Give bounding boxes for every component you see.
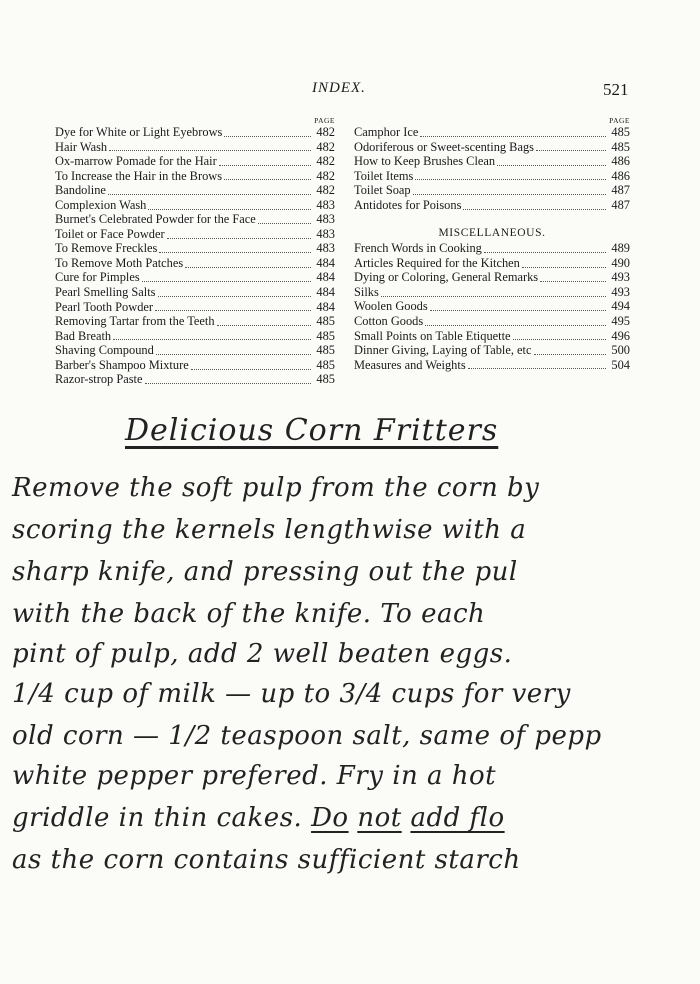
entry-label: Dinner Giving, Laying of Table, etc (354, 343, 532, 358)
entry-page: 487 (611, 183, 630, 198)
recipe-text-underlined: not (357, 803, 402, 833)
entry-page: 500 (611, 343, 630, 358)
dot-leader (468, 368, 606, 369)
dot-leader (420, 136, 606, 137)
entry-page: 496 (611, 328, 630, 343)
entry-page: 482 (316, 139, 335, 154)
dot-leader (167, 238, 311, 239)
index-entry (354, 329, 630, 344)
dot-leader (540, 281, 606, 282)
handwritten-recipe (0, 405, 700, 875)
entry-label: Toilet or Face Powder (55, 226, 165, 241)
dot-leader (224, 136, 311, 137)
recipe-line: 1/4 cup of milk — up to 3/4 cups for very (12, 679, 571, 709)
entry-label: Removing Tartar from the Teeth (55, 314, 215, 329)
dot-leader (430, 310, 606, 311)
index-entry (55, 212, 335, 227)
entry-label: Shaving Compound (55, 343, 154, 358)
index-entry (354, 183, 630, 198)
recipe-line: pint of pulp, add 2 well beaten eggs. (12, 639, 513, 669)
recipe-title: Delicious Corn Fritters (125, 413, 499, 448)
index-entry (354, 140, 630, 155)
dot-leader (415, 179, 606, 180)
index-entry (55, 329, 335, 344)
entry-page: 484 (316, 285, 335, 300)
entry-page: 482 (316, 168, 335, 183)
entry-page: 485 (611, 139, 630, 154)
entry-page: 483 (316, 226, 335, 241)
entry-label: Cure for Pimples (55, 270, 140, 285)
entry-label: Pearl Smelling Salts (55, 285, 156, 300)
index-entry (55, 285, 335, 300)
entry-label: To Remove Freckles (55, 241, 158, 256)
recipe-line: white pepper prefered. Fry in a hot (12, 761, 497, 791)
entry-label: Burnet's Celebrated Powder for the Face (55, 212, 256, 227)
entry-label: Antidotes for Poisons (354, 197, 462, 212)
index-entry (55, 140, 335, 155)
dot-leader (113, 339, 311, 340)
dot-leader (191, 369, 311, 370)
dot-leader (381, 296, 606, 297)
entry-label: Toilet Items (354, 168, 414, 183)
entry-label: Pearl Tooth Powder (55, 299, 154, 314)
index-entry (354, 358, 630, 373)
entry-page: 483 (316, 197, 335, 212)
entry-page: 482 (316, 154, 335, 169)
entry-label: To Remove Moth Patches (55, 255, 184, 270)
dot-leader (497, 165, 606, 166)
entry-page: 483 (316, 241, 335, 256)
entry-label: Silks (354, 284, 379, 299)
index-entry (55, 169, 335, 184)
dot-leader (522, 267, 606, 268)
dot-leader (425, 325, 606, 326)
index-entry (354, 169, 630, 184)
index-entry (354, 154, 630, 169)
entry-label: Toilet Soap (354, 183, 411, 198)
recipe-line (12, 803, 505, 833)
dot-leader (258, 223, 311, 224)
index-entry (55, 314, 335, 329)
dot-leader (159, 252, 311, 253)
dot-leader (158, 296, 312, 297)
dot-leader (463, 209, 606, 210)
entry-page: 486 (611, 168, 630, 183)
index-entry (55, 125, 335, 140)
dot-leader (142, 281, 311, 282)
entry-label: Ox-marrow Pomade for the Hair (55, 154, 217, 169)
index-entry (55, 227, 335, 242)
entry-label: French Words in Cooking (354, 241, 482, 256)
entry-page: 485 (316, 372, 335, 387)
index-entry (55, 270, 335, 285)
entry-page: 485 (316, 314, 335, 329)
recipe-line: Remove the soft pulp from the corn by (12, 473, 540, 503)
dot-leader (185, 267, 311, 268)
index-entry (354, 270, 630, 285)
index-column-left (55, 116, 335, 387)
entry-label: Odoriferous or Sweet-scenting Bags (354, 139, 534, 154)
index-entry (55, 154, 335, 169)
recipe-line: sharp knife, and pressing out the pul (12, 557, 518, 587)
dot-leader (109, 150, 311, 151)
entry-page: 486 (611, 154, 630, 169)
right-top-entries (354, 125, 630, 212)
recipe-text-underlined: add flo (410, 803, 505, 833)
dot-leader (156, 354, 311, 355)
entry-label: Hair Wash (55, 139, 108, 154)
entry-page: 484 (316, 270, 335, 285)
recipe-text-underlined: Do (311, 803, 349, 833)
dot-leader (219, 165, 311, 166)
entry-page: 482 (316, 125, 335, 139)
recipe-text: griddle in thin cakes. (12, 803, 303, 833)
dot-leader (534, 354, 607, 355)
dot-leader (108, 194, 311, 195)
entry-label: Articles Required for the Kitchen (354, 255, 520, 270)
entry-page: 490 (611, 255, 630, 270)
index-entry (55, 343, 335, 358)
index-title: INDEX. (312, 80, 366, 96)
entry-page: 504 (611, 357, 630, 372)
index-entry (354, 299, 630, 314)
entry-label: Barber's Shampoo Mixture (55, 357, 189, 372)
entry-label: Small Points on Table Etiquette (354, 328, 511, 343)
dot-leader (155, 310, 311, 311)
section-heading-miscellaneous: MISCELLANEOUS. (438, 227, 546, 240)
entry-label: Complexion Wash (55, 197, 147, 212)
dot-leader (513, 339, 606, 340)
index-column-right (354, 116, 630, 372)
dot-leader (148, 209, 311, 210)
index-entry (354, 314, 630, 329)
index-entry (55, 358, 335, 373)
entry-page: 485 (316, 343, 335, 358)
entry-label: Woolen Goods (354, 299, 428, 314)
page-column-label: PAGE (314, 116, 335, 125)
dot-leader (224, 179, 311, 180)
right-misc-entries (354, 241, 630, 372)
dot-leader (217, 325, 311, 326)
dot-leader (145, 383, 312, 384)
entry-label: To Increase the Hair in the Brows (55, 168, 223, 183)
entry-page: 487 (611, 197, 630, 212)
index-entry (354, 241, 630, 256)
page-number: 521 (603, 80, 629, 99)
entry-label: Bandoline (55, 183, 106, 198)
entry-page: 485 (316, 357, 335, 372)
dot-leader (536, 150, 606, 151)
index-entry (55, 372, 335, 387)
index-entry (55, 256, 335, 271)
recipe-line: as the corn contains sufficient starch (12, 845, 521, 875)
index-entry (354, 125, 630, 140)
recipe-line: scoring the kernels lengthwise with a (12, 515, 527, 545)
entry-page: 494 (611, 299, 630, 314)
entry-label: Bad Breath (55, 328, 112, 343)
entry-label: Camphor Ice (354, 125, 419, 139)
index-entry (354, 198, 630, 213)
entry-label: Dye for White or Light Eyebrows (55, 125, 223, 139)
entry-label: Dying or Coloring, General Remarks (354, 270, 539, 285)
index-entry (55, 183, 335, 198)
entry-page: 485 (611, 125, 630, 139)
entry-page: 485 (316, 328, 335, 343)
index-entry (354, 343, 630, 358)
dot-leader (413, 194, 606, 195)
entry-page: 493 (611, 284, 630, 299)
left-entries (55, 125, 335, 387)
entry-page: 483 (316, 212, 335, 227)
page-header (0, 80, 700, 104)
entry-label: Cotton Goods (354, 314, 424, 329)
page-column-label: PAGE (609, 116, 630, 125)
entry-page: 493 (611, 270, 630, 285)
index-entry (354, 285, 630, 300)
index-entry (55, 300, 335, 315)
index-entry (55, 198, 335, 213)
entry-page: 482 (316, 183, 335, 198)
index-entry (55, 241, 335, 256)
entry-page: 495 (611, 314, 630, 329)
entry-label: Razor-strop Paste (55, 372, 143, 387)
recipe-line: with the back of the knife. To each (12, 599, 486, 629)
dot-leader (484, 252, 606, 253)
recipe-line: old corn — 1/2 teaspoon salt, same of pepp (12, 721, 602, 751)
index-entry (354, 256, 630, 271)
entry-page: 484 (316, 299, 335, 314)
entry-page: 484 (316, 255, 335, 270)
entry-page: 489 (611, 241, 630, 256)
entry-label: How to Keep Brushes Clean (354, 154, 496, 169)
entry-label: Measures and Weights (354, 357, 466, 372)
